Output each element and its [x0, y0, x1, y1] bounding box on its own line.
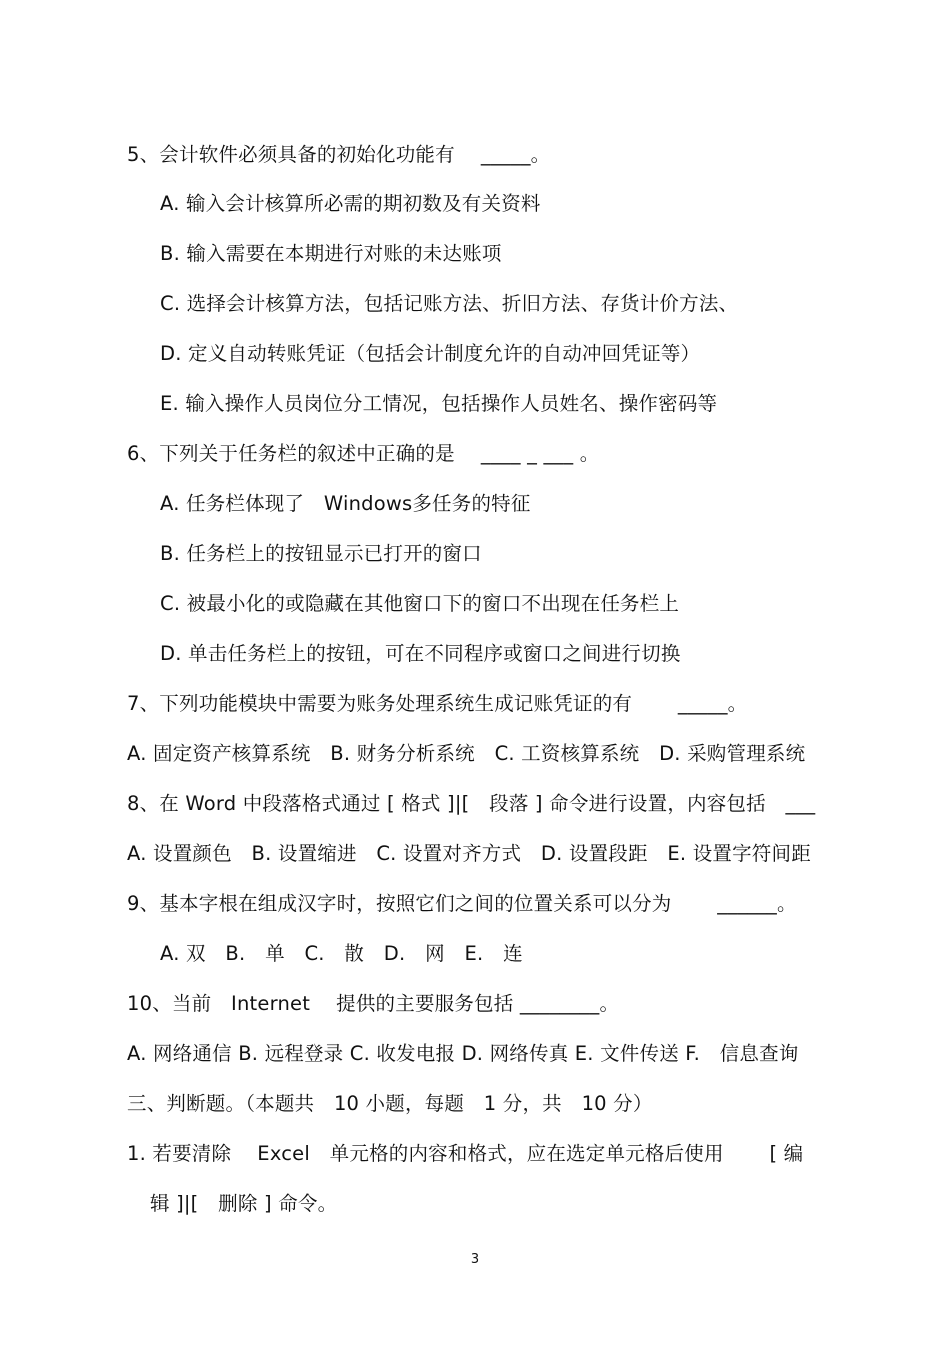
- q7-stem: 7、下列功能模块中需要为账务处理系统生成记账凭证的有 _____。: [127, 692, 748, 715]
- q7-options: A. 固定资产核算系统 B. 财务分析系统 C. 工资核算系统 D. 采购管理系统: [127, 742, 806, 765]
- q6-option-a: A. 任务栏体现了 Windows多任务的特征: [160, 492, 531, 515]
- q9-options: A. 双 B. 单 C. 散 D. 网 E. 连: [160, 942, 523, 965]
- section-heading: 三、判断题。（本题共 10 小题，每题 1 分，共 10 分）: [127, 1092, 653, 1115]
- page-number: 3: [470, 1252, 480, 1267]
- q5-option-e: E. 输入操作人员岗位分工情况，包括操作人员姓名、操作密码等: [160, 392, 718, 415]
- q6-stem: 6、下列关于任务栏的叙述中正确的是 ____ _ ___ 。: [127, 442, 600, 465]
- q6-option-c: C. 被最小化的或隐藏在其他窗口下的窗口不出现在任务栏上: [160, 592, 680, 615]
- q10-stem: 10、当前 Internet 提供的主要服务包括 ________。: [127, 992, 620, 1015]
- q5-option-c: C. 选择会计核算方法，包括记账方法、折旧方法、存货计价方法、: [160, 292, 739, 315]
- q8-options: A. 设置颜色 B. 设置缩进 C. 设置对齐方式 D. 设置段距 E. 设置字符间距: [127, 842, 811, 865]
- q5-option-b: B. 输入需要在本期进行对账的未达账项: [160, 242, 502, 265]
- q6-option-b: B. 任务栏上的按钮显示已打开的窗口: [160, 542, 482, 565]
- q8-stem: 8、在 Word 中段落格式通过 [ 格式 ]|[ 段落 ] 命令进行设置，内容包括 ___: [127, 792, 816, 815]
- q5-stem: 5、会计软件必须具备的初始化功能有 _____。: [127, 143, 551, 166]
- judgment-item-1-line1: 1. 若要清除 Excel 单元格的内容和格式，应在选定单元格后使用 [ 编: [127, 1142, 804, 1165]
- judgment-item-1-line2: 辑 ]|[ 删除 ] 命令。: [150, 1192, 338, 1215]
- q6-option-d: D. 单击任务栏上的按钮，可在不同程序或窗口之间进行切换: [160, 642, 681, 665]
- q5-option-a: A. 输入会计核算所必需的期初数及有关资料: [160, 192, 541, 215]
- q9-stem: 9、基本字根在组成汉字时，按照它们之间的位置关系可以分为 ______。: [127, 892, 797, 915]
- q5-option-d: D. 定义自动转账凭证（包括会计制度允许的自动冲回凭证等）: [160, 342, 701, 365]
- q10-options: A. 网络通信 B. 远程登录 C. 收发电报 D. 网络传真 E. 文件传送 F. 信息查询: [127, 1042, 799, 1065]
